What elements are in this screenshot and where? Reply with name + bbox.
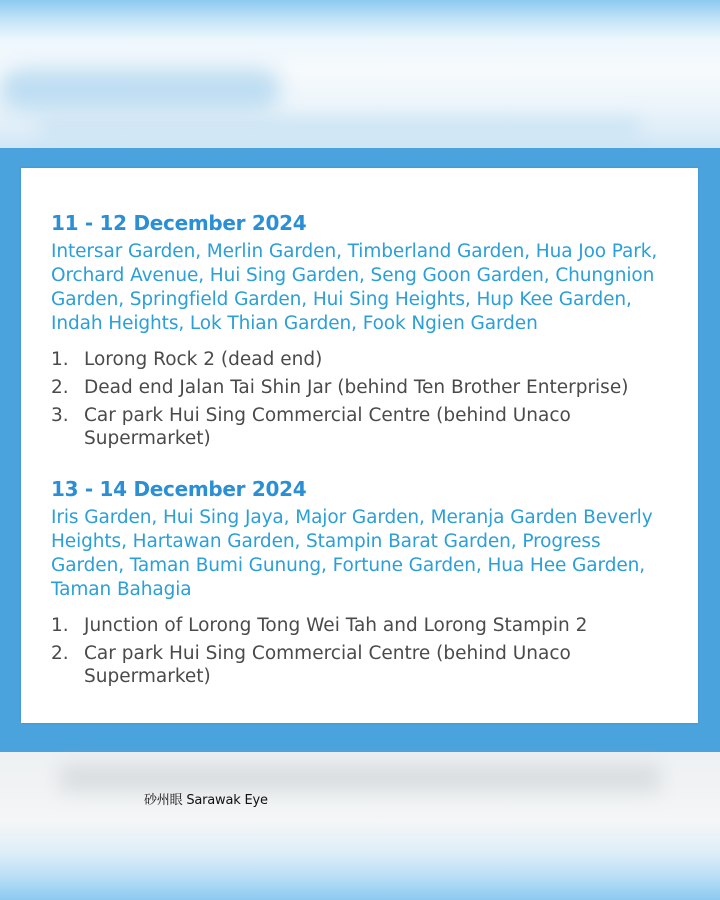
blurred-footer-band [0, 752, 720, 900]
location-number: 1. [51, 349, 69, 370]
blurred-footer-text [60, 764, 660, 792]
location-text: Junction of Lorong Tong Wei Tah and Lorong Stampin 2 [84, 615, 588, 636]
location-number: 3. [51, 405, 69, 426]
location-item [51, 376, 670, 399]
area-list: Intersar Garden, Merlin Garden, Timberland Garden, Hua Joo Park, Orchard Avenue, Hui Sing Garden, Seng Goon Garden, Chungnion Garden, Springfield Garden, Hui Sing Heights, Hup Kee Garden, Indah Heights, Lok Thian Garden, Fook Ngien Garden [51, 241, 658, 334]
location-number: 2. [51, 377, 69, 398]
location-text: Car park Hui Sing Commercial Centre (behind Unaco Supermarket) [84, 405, 571, 449]
location-item [51, 348, 670, 371]
schedule-section-1 [51, 210, 670, 450]
date-heading: 11 - 12 December 2024 [51, 211, 307, 235]
notice-frame [0, 148, 720, 752]
area-list: Iris Garden, Hui Sing Jaya, Major Garden, Meranja Garden Beverly Heights, Hartawan Garden, Stampin Barat Garden, Progress Garden, Taman Bumi Gunung, Fortune Garden, Hua Hee Garden, Taman Bahagia [51, 507, 653, 600]
blurred-subtitle [40, 118, 640, 136]
source-caption: 砂州眼 Sarawak Eye [144, 793, 268, 808]
blurred-title [0, 68, 280, 110]
location-item [51, 614, 670, 637]
schedule-section-2 [51, 476, 670, 688]
location-number: 1. [51, 615, 69, 636]
location-number: 2. [51, 643, 69, 664]
location-item [51, 404, 670, 450]
location-text: Lorong Rock 2 (dead end) [84, 349, 323, 370]
notice-card [21, 168, 698, 723]
location-item [51, 642, 670, 688]
location-text: Car park Hui Sing Commercial Centre (behind Unaco Supermarket) [84, 643, 571, 687]
location-text: Dead end Jalan Tai Shin Jar (behind Ten Brother Enterprise) [84, 377, 629, 398]
blurred-header-band [0, 0, 720, 148]
date-heading: 13 - 14 December 2024 [51, 477, 307, 501]
location-list [51, 348, 670, 450]
location-list [51, 614, 670, 688]
